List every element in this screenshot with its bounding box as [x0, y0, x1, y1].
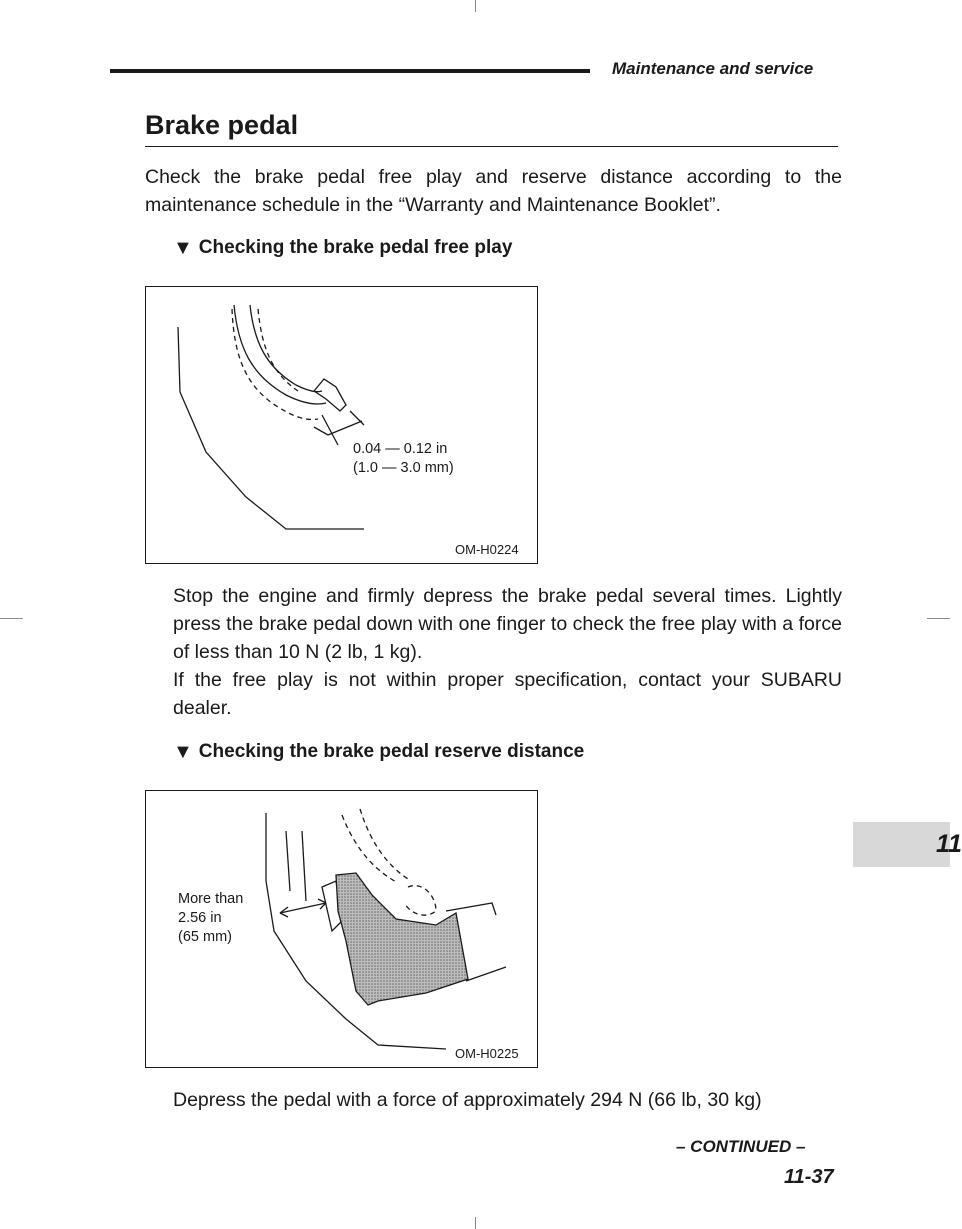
free-play-measurement	[353, 440, 454, 478]
running-head: Maintenance and service	[612, 59, 814, 78]
figure-code: OM-H0225	[455, 1046, 519, 1061]
crop-mark-top	[475, 0, 476, 12]
reserve-label-line-1: More than	[178, 891, 244, 907]
figure-free-play	[145, 286, 538, 564]
continued-label: – CONTINUED –	[676, 1137, 806, 1156]
crop-mark-bottom	[475, 1217, 476, 1229]
measurement-line-1: 0.04 — 0.12 in	[353, 441, 448, 457]
reserve-distance-body: Depress the pedal with a force of approximately 294 N (66 lb, 30 kg)	[173, 1089, 762, 1111]
figure-reserve-distance	[145, 790, 538, 1068]
figure-code: OM-H0224	[455, 542, 519, 557]
reserve-label-line-2: 2.56 in	[178, 910, 222, 926]
reserve-distance-heading	[173, 740, 584, 763]
measurement-line-2: (1.0 — 3.0 mm)	[353, 460, 454, 476]
page-number: 11-37	[784, 1166, 834, 1188]
page-title: Brake pedal	[145, 110, 299, 140]
crop-mark-left	[0, 618, 23, 619]
down-triangle-icon: ▼	[173, 741, 193, 763]
reserve-label-line-3: (65 mm)	[178, 929, 232, 945]
free-play-paragraph-2: If the free play is not within proper specification, contact your SUBARU dealer.	[173, 669, 842, 719]
free-play-heading-text: Checking the brake pedal free play	[198, 237, 513, 258]
reserve-distance-heading-text: Checking the brake pedal reserve distance	[198, 741, 585, 762]
crop-mark-right	[927, 618, 950, 619]
chapter-number-text: 11	[936, 830, 962, 858]
intro-paragraph: Check the brake pedal free play and reserve distance according to the maintenance schedule in the “Warranty and Maintenance Booklet”.	[145, 166, 842, 216]
free-play-heading	[173, 236, 512, 259]
header-rule	[110, 69, 590, 73]
free-play-paragraph-1: Stop the engine and firmly depress the brake pedal several times. Lightly press the brake pedal down with one finger to check the free play with a force of less than 10 N (2 lb, 1 kg).	[173, 585, 842, 663]
free-play-body	[173, 582, 842, 722]
chapter-number	[936, 830, 962, 859]
reserve-distance-label	[178, 890, 243, 947]
title-rule	[145, 146, 838, 147]
free-play-illustration	[146, 287, 539, 565]
down-triangle-icon: ▼	[173, 237, 193, 259]
